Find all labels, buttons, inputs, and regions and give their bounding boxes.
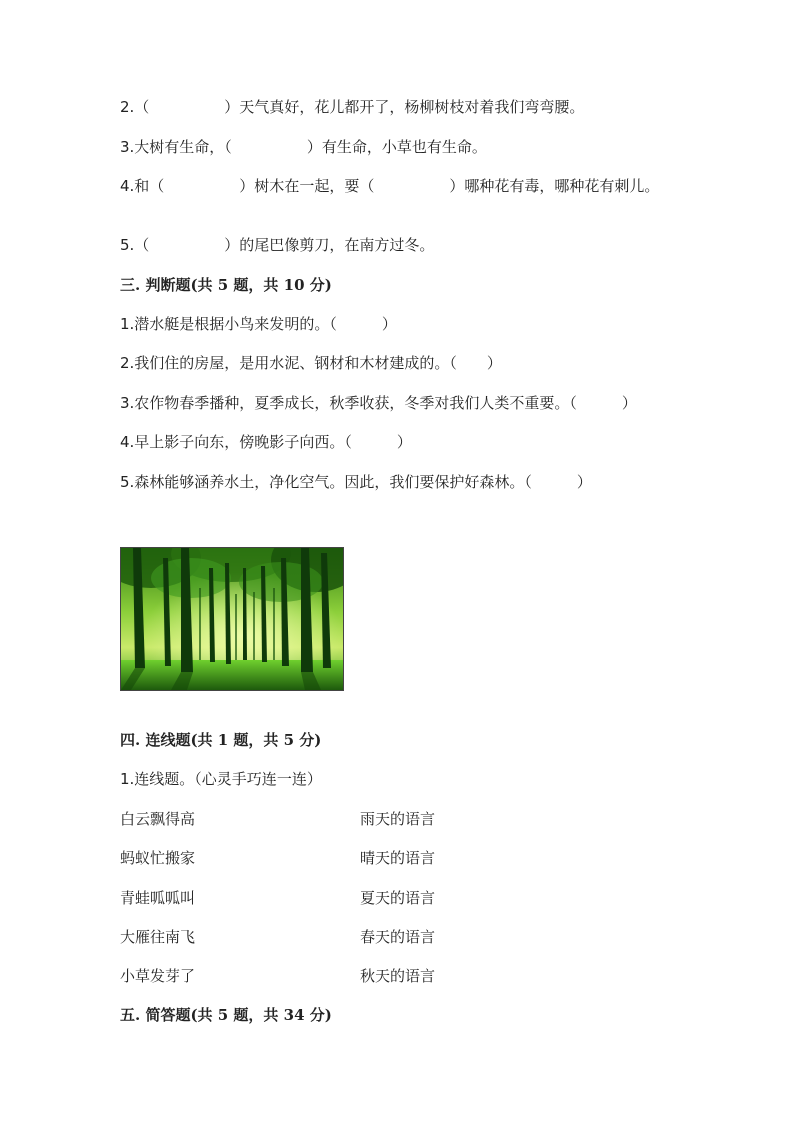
matching-right-item-2: 晴天的语言 bbox=[360, 849, 436, 867]
matching-right-item-3: 夏天的语言 bbox=[360, 889, 436, 907]
judge-item-3: 3.农作物春季播种，夏季成长，秋季收获，冬季对我们人类不重要。（ ） bbox=[120, 394, 637, 412]
judge-item-5: 5.森林能够涵养水土，净化空气。因此，我们要保护好森林。（ ） bbox=[120, 473, 592, 491]
forest-photo-icon bbox=[120, 547, 344, 691]
matching-left-item-5: 小草发芽了 bbox=[120, 967, 196, 985]
matching-right-item-1: 雨天的语言 bbox=[360, 810, 436, 828]
fill-in-question-4: 4.和（ ）树木在一起，要（ ）哪种花有毒，哪种花有刺儿。 bbox=[120, 177, 660, 195]
fill-in-question-3: 3.大树有生命，（ ）有生命，小草也有生命。 bbox=[120, 138, 487, 156]
section-title-judge: 三. 判断题(共 5 题，共 10 分) bbox=[120, 276, 332, 294]
matching-left-item-4: 大雁往南飞 bbox=[120, 928, 196, 946]
fill-in-question-5: 5.（ ）的尾巴像剪刀，在南方过冬。 bbox=[120, 236, 435, 254]
matching-left-item-2: 蚂蚁忙搬家 bbox=[120, 849, 196, 867]
judge-item-1: 1.潜水艇是根据小鸟来发明的。（ ） bbox=[120, 315, 397, 333]
matching-left-item-3: 青蛙呱呱叫 bbox=[120, 889, 196, 907]
section-title-matching: 四. 连线题(共 1 题，共 5 分) bbox=[120, 731, 322, 749]
judge-item-2: 2.我们住的房屋，是用水泥、钢材和木材建成的。（ ） bbox=[120, 354, 502, 372]
judge-item-4: 4.早上影子向东，傍晚影子向西。（ ） bbox=[120, 433, 412, 451]
matching-question: 1.连线题。（心灵手巧连一连） bbox=[120, 770, 322, 788]
section-title-short-answer: 五. 简答题(共 5 题，共 34 分) bbox=[120, 1006, 332, 1024]
matching-right-item-4: 春天的语言 bbox=[360, 928, 436, 946]
matching-right-item-5: 秋天的语言 bbox=[360, 967, 436, 985]
fill-in-question-2: 2.（ ）天气真好，花儿都开了，杨柳树枝对着我们弯弯腰。 bbox=[120, 98, 585, 116]
matching-left-item-1: 白云飘得高 bbox=[120, 810, 196, 828]
